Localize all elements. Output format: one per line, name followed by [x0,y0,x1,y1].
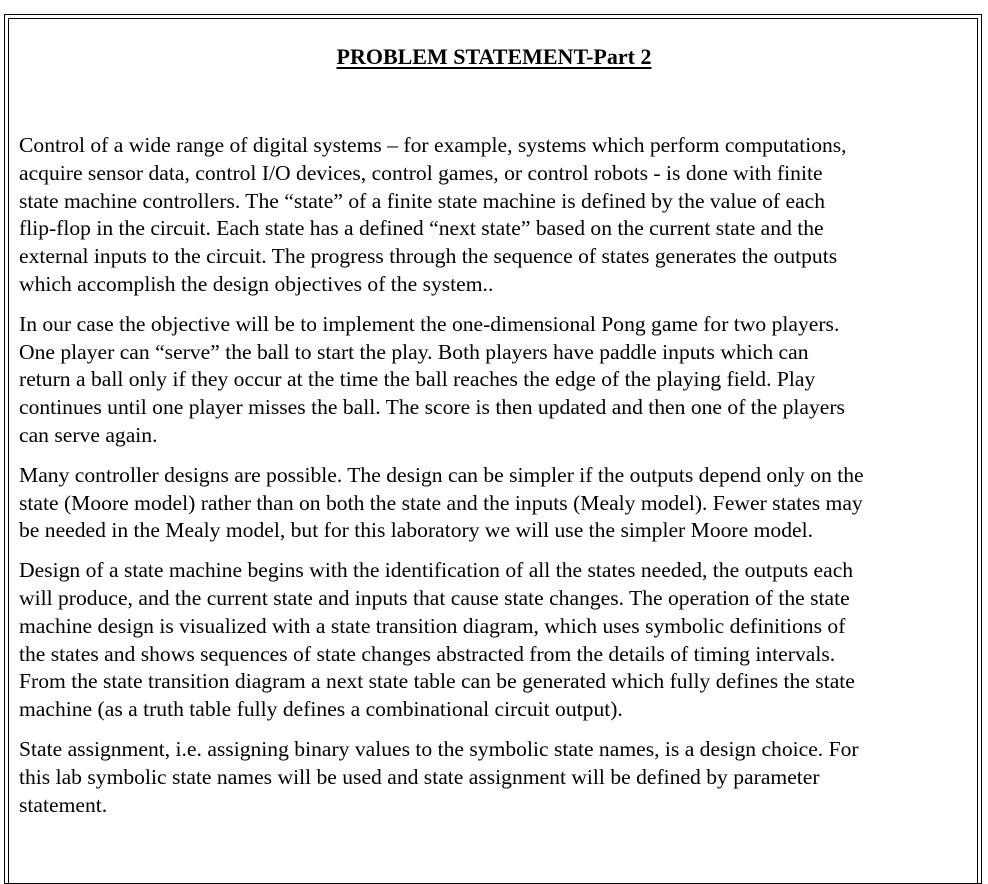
paragraph-moore-mealy: Many controller designs are possible. The design can be simpler if the outputs depend only on the state (Moore model) rather than on both the state and the inputs (Mealy model). Fewer states may be needed in the Mealy model, but for this laboratory we will use the simpler Moore model. [19,462,864,543]
paragraph-state-assignment: State assignment, i.e. assigning binary values to the symbolic state names, is a design choice. For this lab symbolic state names will be used and state assignment will be defined by parameter statement. [19,736,859,817]
paragraph-intro: Control of a wide range of digital systems – for example, systems which perform computations, acquire sensor data, control I/O devices, control games, or control robots - is done with finite state machine controllers. The “state” of a finite state machine is defined by the value of each flip-flop in the circuit. Each state has a defined “next state” based on the current state and the external inputs to the circuit. The progress through the sequence of states generates the outputs which accomplish the design objectives of the system.. [19,133,847,296]
document-body [19,132,979,831]
paragraph-pong-objective: In our case the objective will be to implement the one-dimensional Pong game for two players. One player can “serve” the ball to start the play. Both players have paddle inputs which can return a ball only if they occur at the time the ball reaches the edge of the playing field. Play continues until one player misses the ball. The score is then updated and then one of the players can serve again. [19,311,845,447]
document-title [0,42,988,72]
document-title-text: PROBLEM STATEMENT-Part 2 [336,44,652,69]
paragraph-state-design: Design of a state machine begins with the identification of all the states needed, the outputs each will produce, and the current state and inputs that cause state changes. The operation of the state machine design is visualized with a state transition diagram, which uses symbolic definitions of the states and shows sequences of state changes abstracted from the details of timing intervals. From the state transition diagram a next state table can be generated which fully defines the state machine (as a truth table fully defines a combinational circuit output). [19,558,855,722]
